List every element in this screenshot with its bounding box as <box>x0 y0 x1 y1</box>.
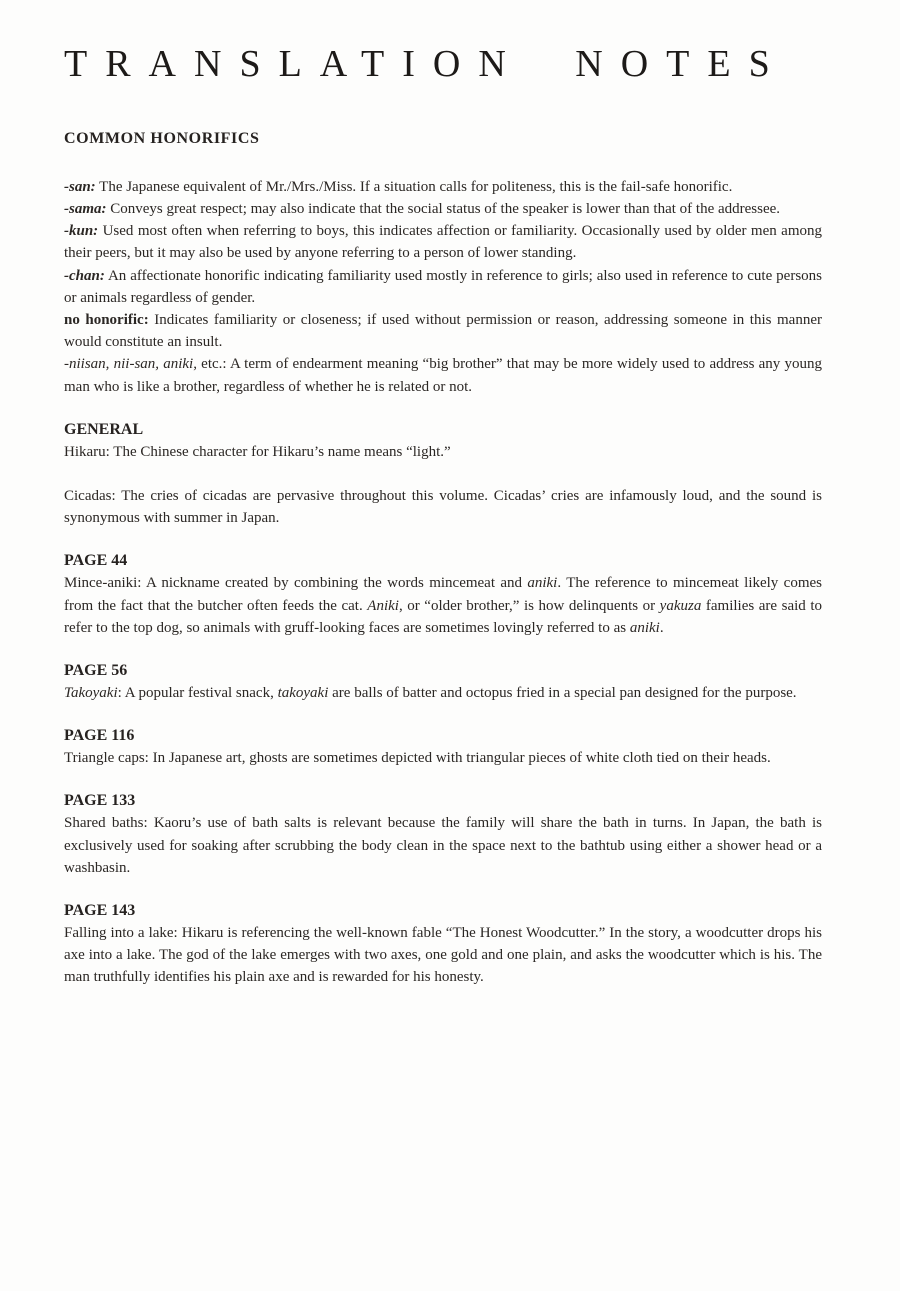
page-133-note: Shared baths: Kaoru’s use of bath salts is relevant because the family will share the bath in turns. In Japan, the bath is exclusively used for soaking after scrubbing the body clean in the space next to the bathtub using either a shower head or a washbasin. <box>64 815 822 876</box>
page-143-note: Falling into a lake: Hikaru is referencing the well-known fable “The Honest Woodcutter.” In the story, a woodcutter drops his axe into a lake. The god of the lake emerges with two axes, one gold and one plain, and asks the woodcutter which is his. The man truthfully identifies his plain axe and is rewarded for his honesty. <box>64 925 822 986</box>
section-page-133 <box>64 790 822 879</box>
page-56-heading: PAGE 56 <box>64 662 128 680</box>
page-116-heading: PAGE 116 <box>64 727 135 745</box>
page-143-heading: PAGE 143 <box>64 902 136 920</box>
section-general <box>64 419 822 530</box>
general-note-hikaru: Hikaru: The Chinese character for Hikaru’s name means “light.” <box>64 443 451 460</box>
honorific-entry-niisan: -niisan, nii-san, aniki, etc.: A term of endearment meaning “big brother” that may be more widely used to address any young man who is like a brother, regardless of whether he is related or not. <box>64 356 822 395</box>
section-page-44 <box>64 550 822 639</box>
honorific-entry-sama: -sama: Conveys great respect; may also indicate that the social status of the speaker is lower than that of the addressee. <box>64 201 781 217</box>
page-133-heading: PAGE 133 <box>64 792 136 810</box>
honorific-entry-kun: -kun: Used most often when referring to boys, this indicates affection or familiarity. Occasionally used by older men among their peers, but it may also be used by anyone referring to a person of lower standing. <box>64 223 822 262</box>
page-56-note: Takoyaki: A popular festival snack, takoyaki are balls of batter and octopus fried in a special pan designed for the purpose. <box>64 685 797 702</box>
general-heading: GENERAL <box>64 420 144 438</box>
page-44-heading: PAGE 44 <box>64 552 128 570</box>
common-honorifics-heading: COMMON HONORIFICS <box>64 129 260 147</box>
section-page-116 <box>64 725 822 769</box>
page-44-note: Mince-aniki: A nickname created by combining the words mincemeat and aniki. The reference to mincemeat likely comes from the fact that the butcher often feeds the cat. Aniki, or “older brother,” is how delinquents or yakuza families are said to refer to the top dog, so animals with gruff-looking faces are sometimes lovingly referred to as aniki. <box>64 575 822 636</box>
section-common-honorifics <box>64 128 822 398</box>
honorific-entry-chan: -chan: An affectionate honorific indicating familiarity used mostly in reference to girls; also used in reference to cute persons or animals regardless of gender. <box>64 267 822 306</box>
section-page-143 <box>64 900 822 989</box>
section-page-56 <box>64 660 822 704</box>
honorific-entry-none: no honorific: Indicates familiarity or closeness; if used without permission or reason, addressing someone in this manner would constitute an insult. <box>64 312 822 351</box>
page-title: TRANSLATION NOTES <box>64 43 788 85</box>
page-116-note: Triangle caps: In Japanese art, ghosts are sometimes depicted with triangular pieces of white cloth tied on their heads. <box>64 750 771 767</box>
general-note-cicadas: Cicadas: The cries of cicadas are pervasive throughout this volume. Cicadas’ cries are infamously loud, and the sound is synonymous with summer in Japan. <box>64 488 822 527</box>
honorific-entry-san: -san: The Japanese equivalent of Mr./Mrs./Miss. If a situation calls for politeness, this is the fail-safe honorific. <box>64 178 733 195</box>
